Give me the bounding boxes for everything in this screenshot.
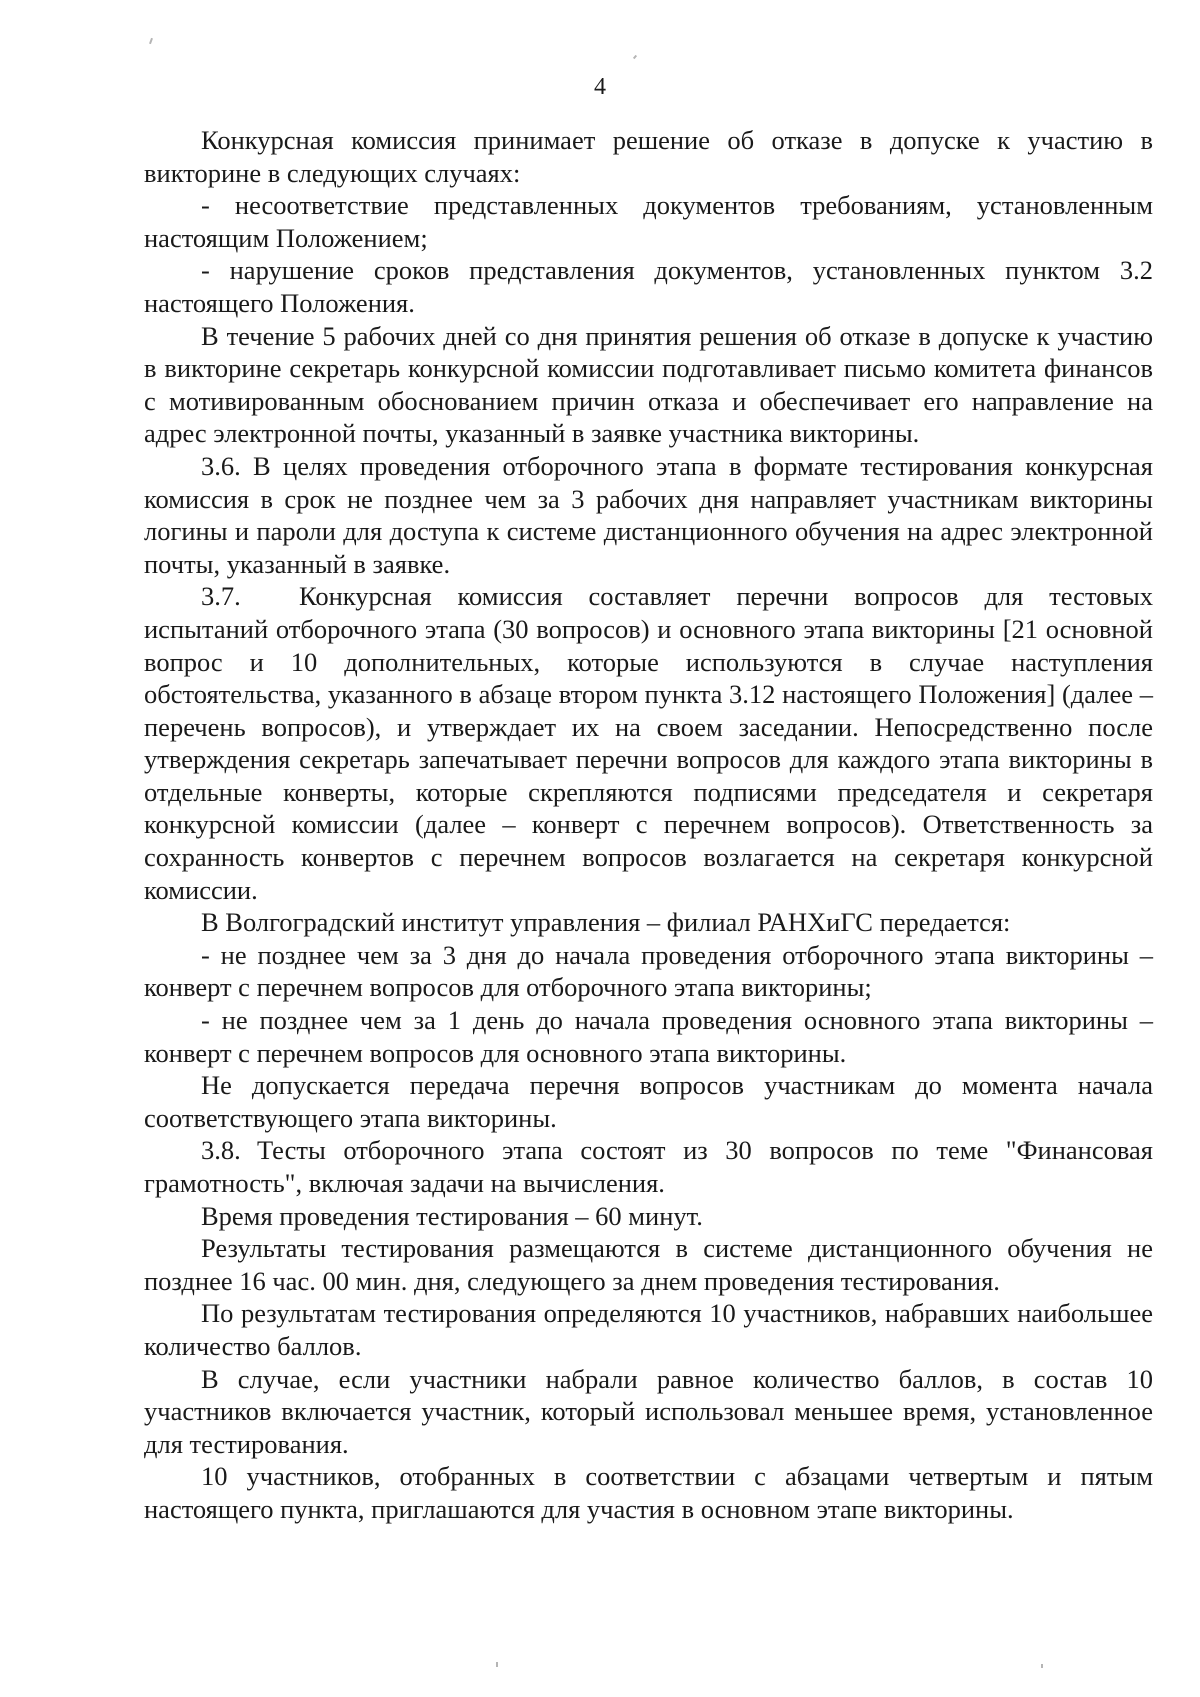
paragraph: - не позднее чем за 3 дня до начала проведения отборочного этапа викторины – конверт с перечнем вопросов для отборочного этапа викторины; [144,939,1153,1003]
paragraph: - несоответствие представленных документов требованиям, установленным настоящим Положением; [144,190,1153,253]
paragraph-clause-3-6: 3.6. В целях проведения отборочного этапа в формате тестирования конкурсная комиссия в срок не позднее чем за 3 рабочих дня направляет участникам викторины логины и пароли для доступа к системе дистанционного обучения на адрес электронной почты, указанный в заявке. [144,450,1153,579]
paragraph: Не допускается передача перечня вопросов участникам до момента начала соответствующего этапа викторины. [144,1070,1153,1133]
paragraph-text: Тесты отборочного этапа состоят из 30 вопросов по теме "Финансовая грамотность", включая задачи на вычисления. [144,1135,1153,1198]
paragraph: Результаты тестирования размещаются в системе дистанционного обучения не позднее 16 час. 00 мин. дня, следующего за днем проведения тестирования. [144,1233,1153,1296]
page-number: 4 [594,74,606,100]
paragraph-clause-3-7 [144,580,1153,906]
paragraph: Конкурсная комиссия принимает решение об отказе в допуске к участию в викторине в следующих случаях: [144,125,1153,188]
clause-number: 3.8. [201,1135,241,1166]
paragraph-text: Конкурсная комиссия составляет перечни вопросов для тестовых испытаний отборочного этапа (30 вопросов) и основного этапа викторины [21 основной вопрос и 10 дополнительных, которые используются в случае наступления обстоятельства, указанного в абзаце втором пункта 3.12 настоящего Положения] (далее – перечень вопросов), и утверждает их на своем заседании. Непосредственно после утверждения секретарь запечатывает перечни вопросов для каждого этапа викторины в отдельные конверты, которые скрепляются подписями председателя и секретаря конкурсной комиссии (далее – конверт с перечнем вопросов). Ответственность за сохранность конвертов с перечнем вопросов возлагается на секретаря конкурсной комиссии. [144,581,1153,905]
paragraph: В течение 5 рабочих дней со дня принятия решения об отказе в допуске к участию в викторине секретарь конкурсной комиссии подготавливает письмо комитета финансов с мотивированным обоснованием причин отказа и обеспечивает его направление на адрес электронной почты, указанный в заявке участника викторины. [144,320,1153,449]
paragraph: Время проведения тестирования – 60 минут. [201,1200,703,1231]
document-body [144,124,1153,1526]
scan-speck [149,38,153,44]
paragraph: 10 участников, отобранных в соответствии с абзацами четвертым и пятым настоящего пункта, приглашаются для участия в основном этапе викторины. [144,1461,1153,1524]
paragraph: В Волгоградский институт управления – филиал РАНХиГС передается: [201,907,1011,938]
scan-speck [1041,1664,1043,1668]
paragraph: В случае, если участники набрали равное количество баллов, в состав 10 участников включается участник, который использовал меньшее время, установленное для тестирования. [144,1363,1153,1459]
paragraph: - не позднее чем за 1 день до начала проведения основного этапа викторины – конверт с перечнем вопросов для основного этапа викторины. [144,1005,1153,1068]
scan-speck [496,1662,498,1667]
paragraph-clause-3-8 [144,1134,1153,1199]
clause-number: 3.7. [201,581,241,612]
scan-speck [633,55,637,59]
paragraph: - нарушение сроков представления документов, установленных пунктом 3.2 настоящего Положения. [144,255,1153,318]
paragraph: По результатам тестирования определяются 10 участников, набравших наибольшее количество баллов. [144,1298,1153,1361]
